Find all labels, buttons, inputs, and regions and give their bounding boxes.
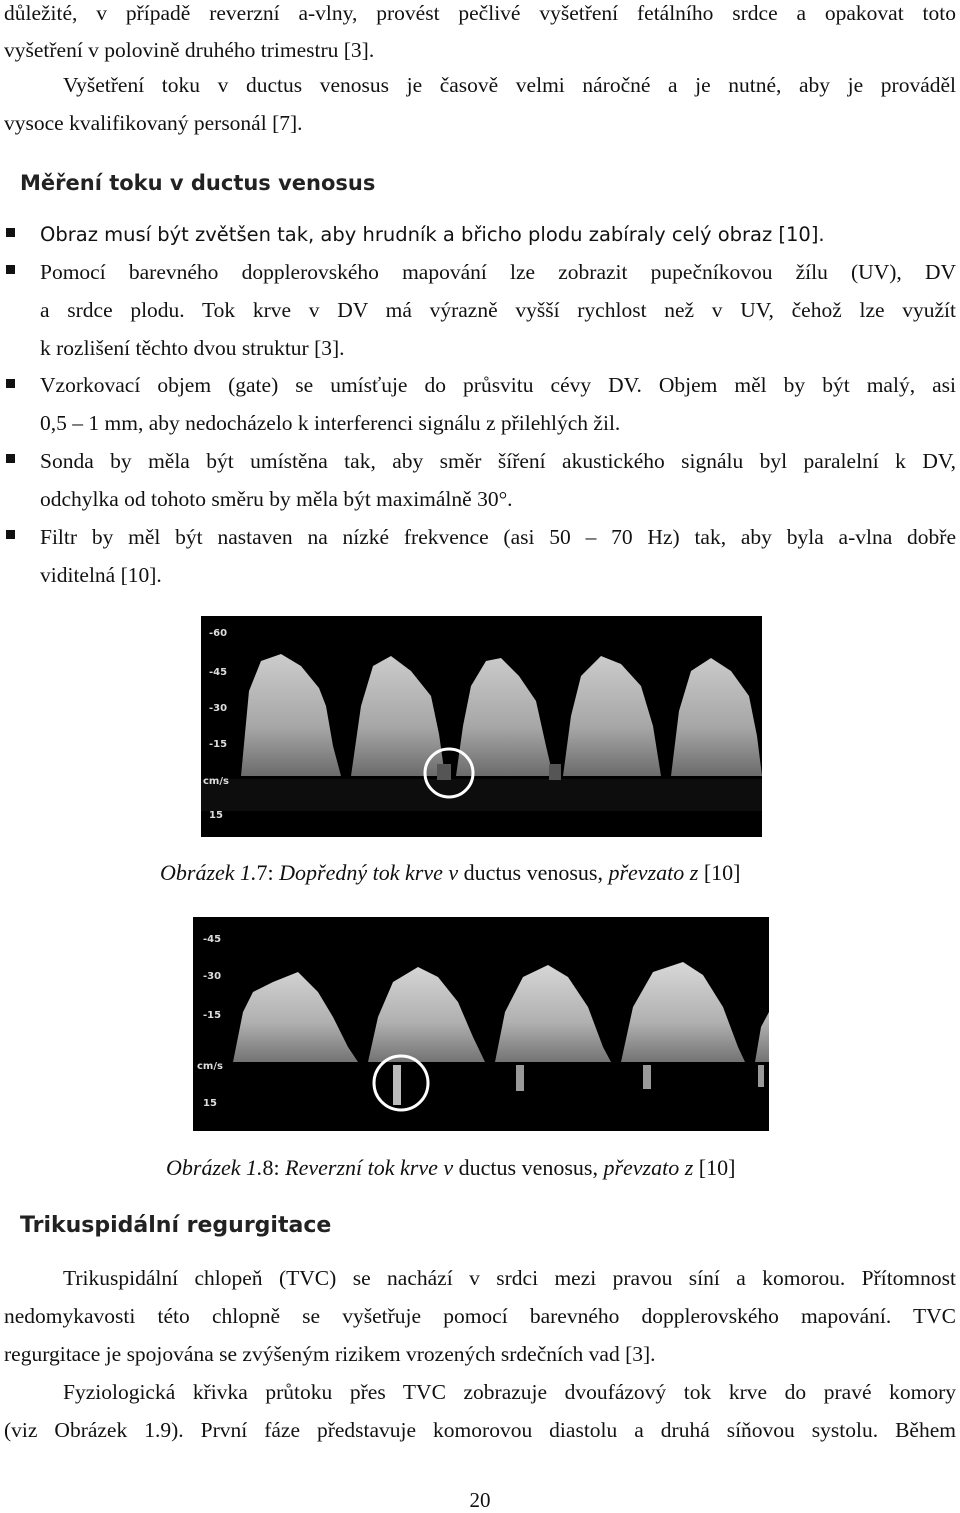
reverse-a-wave <box>643 1065 651 1089</box>
doppler-spectrogram-1 <box>201 616 762 837</box>
para2-line-1: Fyziologická křivka průtoku přes TVC zobrazuje dvoufázový tok krve do pravé komory <box>63 1380 956 1404</box>
tick-label: cm/s <box>203 776 229 787</box>
reverse-a-wave <box>393 1065 401 1105</box>
bullet-marker <box>6 530 15 539</box>
bullet-2-line-2: a srdce plodu. Tok krve v DV má výrazně vyšší rychlost než v UV, čehož lze využít <box>40 298 956 322</box>
caption-prefix: Obrázek 1. <box>166 1155 263 1180</box>
tick-label: -45 <box>203 934 222 945</box>
bullet-3-line-1: Vzorkovací objem (gate) se umísťuje do průsvitu cévy DV. Objem měl by být malý, asi <box>40 373 956 397</box>
intro-line-4: vysoce kvalifikovaný personál [7]. <box>4 111 303 135</box>
section-heading-tr: Trikuspidální regurgitace <box>20 1213 332 1238</box>
bullet-3-line-2: 0,5 – 1 mm, aby nedocházelo k interferenci signálu z přilehlých žil. <box>40 411 621 435</box>
caption-prefix: Obrázek 1. <box>160 860 257 885</box>
tick-label: -45 <box>209 667 228 678</box>
bullet-4-line-1: Sonda by měla být umístěna tak, aby směr šíření akustického signálu byl paralelní k DV, <box>40 449 956 473</box>
bullet-2-line-3: k rozlišení těchto dvou struktur [3]. <box>40 336 345 360</box>
caption-colon: : <box>273 1155 286 1180</box>
caption-text: Reverzní tok krve v <box>285 1155 459 1180</box>
tick-label: 15 <box>203 1098 217 1109</box>
para2-line-2: (viz Obrázek 1.9). První fáze představuje komorovou diastolu a druhá síňovou systolu. Během <box>4 1418 956 1442</box>
bullet-marker <box>6 379 15 388</box>
doppler-figure-forward <box>201 616 762 837</box>
tick-label: -15 <box>209 739 228 750</box>
bullet-5-line-1: Filtr by měl být nastaven na nízké frekvence (asi 50 – 70 Hz) tak, aby byla a-vlna dobře <box>40 525 956 549</box>
caption-ref: [10] <box>703 860 741 885</box>
doppler-spectrogram-2 <box>193 917 769 1131</box>
bullet-4-line-2: odchylka od tohoto směru by měla být maximálně 30°. <box>40 487 513 511</box>
tick-label: -30 <box>209 703 228 714</box>
bullet-marker <box>6 228 15 237</box>
bullet-2-line-1: Pomocí barevného dopplerovského mapování lze zobrazit pupečníkovou žílu (UV), DV <box>40 260 956 284</box>
a-wave-dip <box>437 764 451 780</box>
doppler-figure-reverse <box>193 917 769 1131</box>
intro-line-2: vyšetření v polovině druhého trimestru [3]. <box>4 38 375 62</box>
a-wave-dip <box>549 764 561 780</box>
para1-line-1: Trikuspidální chlopeň (TVC) se nachází v srdci mezi pravou síní a komorou. Přítomnost <box>63 1266 956 1290</box>
tick-label: 15 <box>209 810 223 821</box>
caption-source: převzato z <box>603 1155 699 1180</box>
reverse-a-wave <box>516 1065 524 1091</box>
caption-source: převzato z <box>608 860 704 885</box>
caption-number: 7 <box>256 860 268 885</box>
caption-text: Dopředný tok krve v <box>279 860 464 885</box>
bullet-marker <box>6 265 15 274</box>
reverse-a-wave <box>758 1065 764 1087</box>
bullet-marker <box>6 454 15 463</box>
intro-line-1: důležité, v případě reverzní a-vlny, provést pečlivé vyšetření fetálního srdce a opakovat toto <box>4 1 956 25</box>
caption-term: ductus venosus, <box>458 1155 604 1180</box>
figure-1-caption <box>160 859 740 887</box>
tick-label: -60 <box>209 628 228 639</box>
tick-label: cm/s <box>197 1061 223 1072</box>
intro-line-3: Vyšetření toku v ductus venosus je časově velmi náročné a je nutné, aby je prováděl <box>63 73 956 97</box>
caption-number: 8 <box>262 1155 274 1180</box>
section-heading-dv: Měření toku v ductus venosus <box>20 171 376 195</box>
tick-label: -15 <box>203 1010 222 1021</box>
caption-term: ductus venosus, <box>463 860 609 885</box>
page-number: 20 <box>469 1488 491 1512</box>
caption-colon: : <box>267 860 280 885</box>
para1-line-3: regurgitace je spojována se zvýšeným rizikem vrozených srdečních vad [3]. <box>4 1342 656 1366</box>
figure-2-caption <box>166 1154 735 1182</box>
para1-line-2: nedomykavosti této chlopně se vyšetřuje pomocí barevného dopplerovského mapování. TVC <box>4 1304 956 1328</box>
tick-label: -30 <box>203 971 222 982</box>
bullet-1-line-1: Obraz musí být zvětšen tak, aby hrudník a břicho plodu zabíraly celý obraz [10]. <box>40 223 825 246</box>
caption-ref: [10] <box>698 1155 736 1180</box>
bullet-5-line-2: viditelná [10]. <box>40 563 162 587</box>
